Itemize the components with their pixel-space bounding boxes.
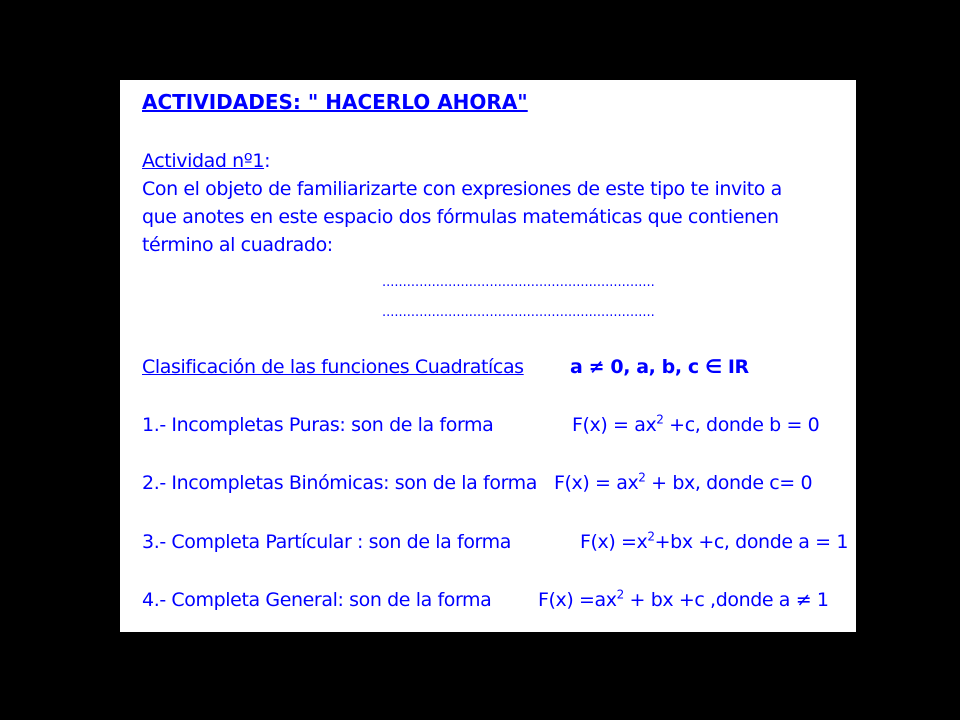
activity-label: Actividad nº1 — [142, 150, 265, 172]
item-3-label: 3.- Completa Partícular : son de la forma — [142, 531, 511, 553]
classification-condition: a ≠ 0, a, b, c ∈ IR — [570, 356, 749, 378]
item-3-formula-b: +bx +c, donde a = 1 — [654, 531, 849, 553]
item-2-exponent: 2 — [638, 470, 646, 485]
item-1-formula-b: +c, donde b = 0 — [663, 414, 820, 436]
activity-colon: : — [264, 150, 271, 172]
item-4-exponent: 2 — [616, 587, 624, 602]
slide-title: ACTIVIDADES: " HACERLO AHORA" — [142, 90, 528, 114]
item-1-exponent: 2 — [656, 412, 664, 427]
item-3-formula — [580, 531, 848, 553]
item-4-formula — [538, 589, 829, 611]
activity-heading — [142, 150, 270, 172]
item-2-formula-b: + bx, donde c= 0 — [645, 472, 813, 494]
answer-blank-line-2[interactable]: .................................................................. — [382, 305, 655, 320]
classification-heading: Clasificación de las funciones Cuadratícas — [142, 356, 524, 378]
classification-row — [142, 356, 524, 378]
item-3-exponent: 2 — [647, 529, 655, 544]
item-1-label: 1.- Incompletas Puras: son de la forma — [142, 414, 494, 436]
answer-blank-line-1[interactable]: .................................................................. — [382, 275, 655, 290]
item-2-formula — [554, 472, 812, 494]
activity-text-line-3: término al cuadrado: — [142, 234, 333, 256]
item-2-formula-a: F(x) = ax — [554, 472, 639, 494]
item-4-label: 4.- Completa General: son de la forma — [142, 589, 492, 611]
slide-sheet — [120, 80, 856, 632]
item-2-label: 2.- Incompletas Binómicas: son de la forma — [142, 472, 538, 494]
item-1-formula — [572, 414, 819, 436]
activity-text-line-1: Con el objeto de familiarizarte con expresiones de este tipo te invito a — [142, 178, 782, 200]
activity-text-line-2: que anotes en este espacio dos fórmulas matemáticas que contienen — [142, 206, 779, 228]
item-3-formula-a: F(x) =x — [580, 531, 648, 553]
item-4-formula-b: + bx +c ,donde a ≠ 1 — [623, 589, 829, 611]
item-4-formula-a: F(x) =ax — [538, 589, 617, 611]
item-1-formula-a: F(x) = ax — [572, 414, 657, 436]
